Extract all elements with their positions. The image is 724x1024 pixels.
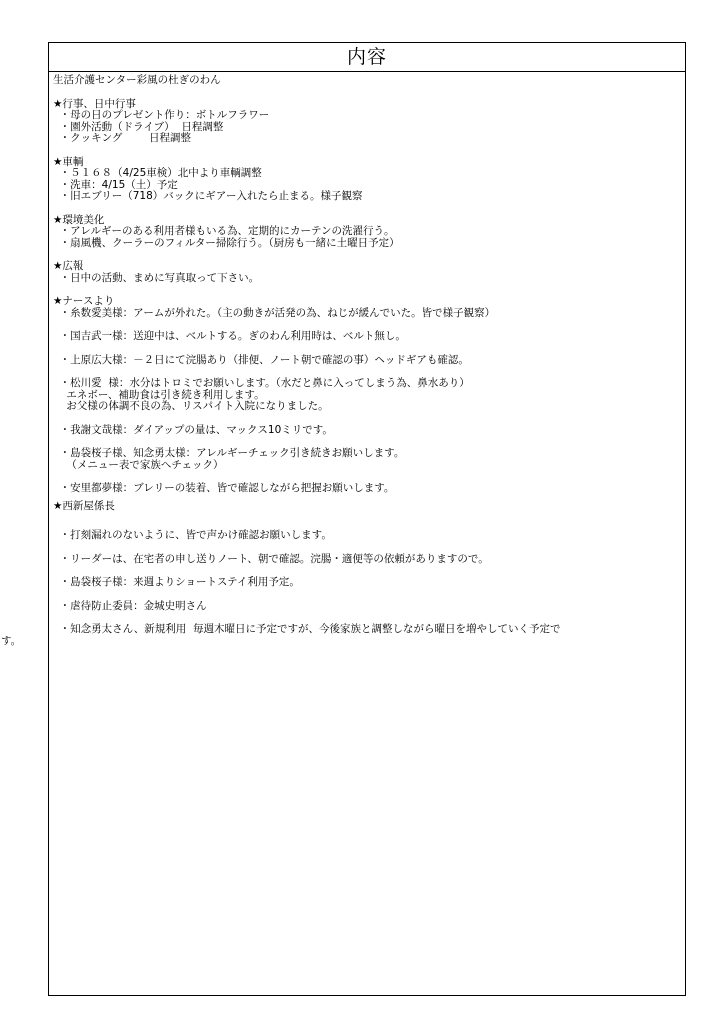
content-line: ・アレルギーのある利用者様もいる為、定期的にカーテンの洗濯行う。 — [53, 225, 395, 237]
section-heading: ★環境美化 — [53, 213, 105, 226]
content-line: ・国吉武一様：送迎中は、ベルトする。ぎのわん利用時は、ベルト無し。 — [53, 330, 406, 342]
content-line: （メニュー表で家族へチェック） — [53, 458, 224, 471]
content-line: ・クッキング 日程調整 — [53, 132, 192, 144]
section-heading: ★車輌 — [53, 155, 84, 168]
table-header-title: 内容 — [49, 43, 685, 72]
content-line: ・我謝文哉様：ダイアップの量は、マックス10ミリです。 — [53, 423, 333, 436]
section-heading: ★行事、日中行事 — [53, 97, 136, 110]
content-table — [1, 42, 686, 996]
content-line: ・リーダーは、在宅者の申し送りノート、朝で確認。浣腸・適便等の依頼がありますので。 — [53, 552, 489, 565]
section-heading: ★ナースより — [53, 295, 115, 307]
section-heading: ★広報 — [53, 260, 84, 272]
content-body — [1, 72, 685, 647]
content-line: ・松川愛 様：水分はトロミでお願いします。（水だと鼻に入ってしまう為、鼻水あり） — [53, 377, 470, 389]
content-line: ・打刻漏れのないように、皆で声かけ確認お願いします。 — [53, 529, 332, 541]
content-line: ・日中の活動、まめに写真取って下さい。 — [53, 271, 260, 284]
content-line: お父様の体調不良の為、リスパイト入院になりました。 — [53, 400, 329, 412]
content-line: す。 — [1, 634, 22, 647]
content-line: ・洗車：4/15（土）予定 — [53, 178, 178, 191]
content-line: ・虐待防止委員：金城史明さん — [53, 599, 207, 612]
content-line: ・知念勇太さん、新規利用 毎週木曜日に予定ですが、今後家族と調整しながら曜日を増やしていく予定で — [53, 623, 561, 635]
content-line: ・島袋桜子様、知念勇太様：アレルギーチェック引き続きお願いします。 — [53, 447, 405, 459]
content-line: 生活介護センター彩風の杜ぎのわん — [53, 74, 221, 86]
content-line: ・安里都夢様：ブレリーの装着、皆で確認しながら把握お願いします。 — [53, 482, 395, 494]
content-line: ・上原広大様：－２日にて浣腸あり（排便、ノート朝で確認の事）ヘッドギアも確認。 — [53, 353, 469, 366]
content-line: ・扇風機、クーラーのフィルター掃除行う。（厨房も一緒に土曜日予定） — [53, 236, 400, 249]
section-heading: ★西新屋係長 — [53, 499, 115, 512]
content-line: ・旧エブリー（718）バックにギアー入れたら止まる。様子観察 — [53, 190, 363, 202]
content-line: ・母の日のプレゼント作り：ボトルフラワー — [53, 109, 270, 121]
content-line: ・島袋桜子様：来週よりショートステイ利用予定。 — [53, 576, 300, 588]
content-line: ・園外活動（ドライブ） 日程調整 — [53, 120, 224, 133]
content-line: ・糸数愛美様：アームが外れた。（主の動きが活発の為、ねじが緩んでいた。皆で様子観察） — [53, 306, 496, 319]
content-line: ・５１６８（4/25車検）北中より車輌調整 — [53, 167, 262, 179]
content-line: エネボー、補助食は引き続き利用します。 — [53, 388, 265, 401]
